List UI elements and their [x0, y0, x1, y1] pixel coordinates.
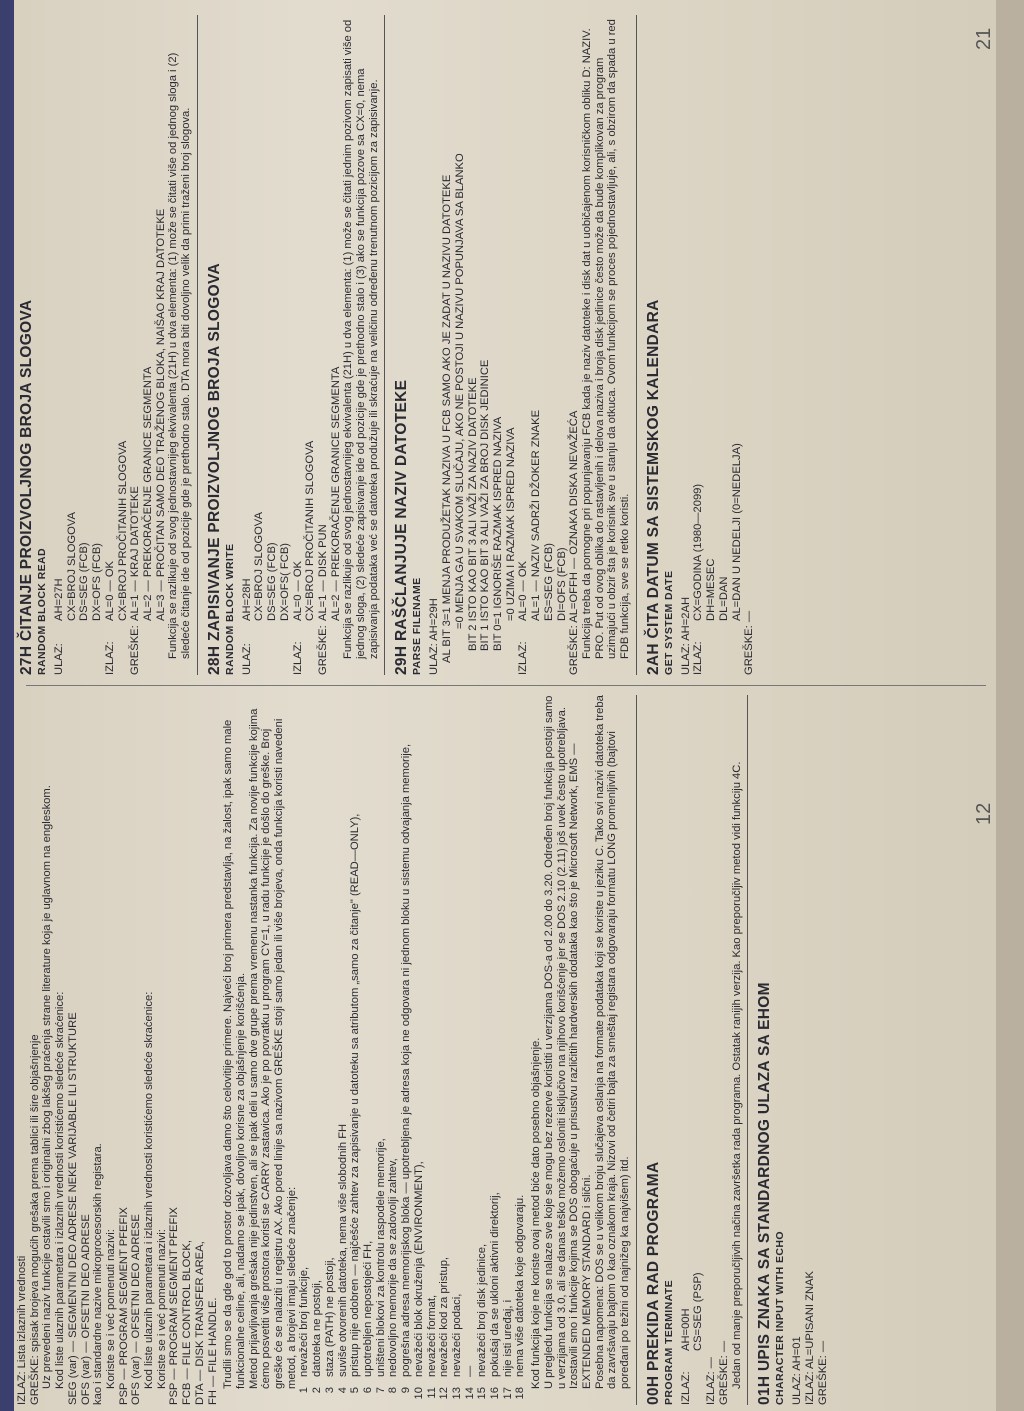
section-28h-output: IZLAZ: AL=0 — OK CX=BROJ PROČITANIH SLOGOVA — [291, 440, 317, 675]
section-01h-subtitle: CHARACTER INPUT WITH ECHO — [774, 1231, 787, 1405]
section-2ah-subtitle: GET SYSTEM DATE — [662, 570, 675, 675]
section-27h-title: 27H ČITANJE PROIZVOLJNOG BROJA SLOGOVA — [18, 299, 35, 675]
error-row: 5 pristup nije odobren — najčešće zahtev za zapisivanje u datoteku sa atributom „samo za čitanje" (READ—ONLY), — [349, 813, 362, 1394]
error-row: 10 nevažeći blok okruženja (ENVIRONMENT), — [412, 1161, 425, 1400]
greske-line: GREŠKE: spisak brojeva mogućih grešaka prema tablici ili šire objašnjenje — [28, 1034, 41, 1405]
abbrev-item: DTA — DISK TRANSFER AREA, — [193, 1241, 206, 1405]
error-code-list — [298, 695, 527, 1405]
al-bit-line: BIT 1 ISTO KAO BIT 3 ALI VAŽI ZA BROJ DISK JEDINICE — [479, 359, 492, 651]
error-method-paragraph: Metod prijavljivanja grešaka nije jedinstven, ali se ipak deli u samo dve grupe prema vremenu nastanka funkcija. Za novije funkcije kojima ćemo posvetiti više prostora koristi se CARRY zastavica. Ako je po povratku u program CY=1, u radu funkcije je došlo do greške. Broj greške će se nalaziti u registru AX. Ako pored linije sa nazivom GREŠKE stoji samo jedan ili više brojeva, onda funkcija koristi navedeni metod, a brojevi imaju sledeće značenje: — [247, 708, 298, 1389]
section-00h-title: 00H PREKIDA RAD PROGRAMA — [644, 1161, 662, 1405]
section-29h-subtitle: PARSE FILENAME — [411, 577, 424, 675]
section-27h-input: ULAZ: AH=27H CX=BROJ SLOGOVA DS=SEG (FCB) DX=OFS (FCB) — [53, 512, 104, 675]
page-number-right: 21 — [973, 27, 995, 50]
section-01h-output: IZLAZ: AL=UPISANI ZNAK — [803, 1271, 816, 1405]
section-29h-errors: GREŠKE: AL=OFFH — OZNAKA DISKA NEVAŽEĆA — [568, 410, 581, 675]
overview-paragraph: U pregledu funkcija se nalaze sve koje se mogu bez rezerve koristiti u verzijama DOS-a od 2.00 do 3.20. Određen broj funkcija postoji samo u verzijama od 3.0, ali se danas teško možemo osloniti isključivo na njihovo korišćenje jer se DOS 2.10 (2.11) još uvek često upotrebljava. Izostavili smo i funkcije kojima se DOS obogaćuje u prisustvu različitih hardverskih dodataka kao što je Microsoft Network, EMS — EXTENDED MEMORY STANDARD i slični. — [542, 695, 593, 1389]
section-28h-description: Funkcija se razlikuje od svog jednostavnijeg ekvivalenta (21H) u dva elementa: (1) može se čitati jednim pozivom zapisati više od jednog sloga, (2) sledeće zapisivanje ide od pozicije gde je prethodno stalo i (3) ako se funkcija pozove sa CX=0, nema zapisivanja podataka već se datoteka produžuje ili skraćuje na veličinu određenu trenutnom pozicijom za zapisivanje. — [342, 19, 380, 659]
abbrev-tail: kao i standardne nazive mikroprocesorskih registara. — [92, 1143, 105, 1405]
error-row: 8 nedovoljno memorije da se zadovolji zahtev, — [387, 1158, 400, 1394]
error-row: 13 nevažeći podaci, — [450, 1293, 463, 1400]
abbrev-intro-1: Kod liste ulaznih parametara i izlaznih vrednosti koristićemo sledeće skraćenice: — [54, 991, 67, 1389]
al-bit-line: AL BIT 3=1 MENJA PRODUŽETAK NAZIVA U FCB SAMO AKO JE ZADAT U NAZIVU DATOTEKE — [441, 174, 454, 663]
abbrev-note-1: Koriste se i već pomenuti nazivi: — [104, 1229, 117, 1389]
section-2ah-errors: GREŠKE: — — [743, 610, 756, 675]
rotated-spread — [16, 5, 1006, 1405]
abbrev-item: FH — FILE HANDLE. — [206, 1297, 219, 1405]
section-00h-input: IZLAZ: AH=00H CS=SEG (PSP) — [679, 1272, 705, 1405]
error-row: 7 uništeni blokovi za kontrolu raspodele memorije, — [374, 1138, 387, 1394]
section-00h-subtitle: PROGRAM TERMINATE — [662, 1279, 675, 1405]
abbrev-list-3 — [168, 695, 219, 1405]
al-bit-line: =0 UZIMA I RAZMAK ISPRED NAZIVA — [504, 427, 517, 621]
section-28h-title: 28H ZAPISIVANJE PROIZVOLJNOG BROJA SLOGOVA — [205, 263, 223, 675]
section-01h-errors: GREŠKE: — — [816, 1340, 829, 1405]
al-bit-line: =0 MENJA GA U SVAKOM SLUČAJU, AKO NE POSTOJI U NAZIVU POPUNJAVA SA BLANKO — [453, 153, 466, 629]
error-row: 1 nevažeći broj funkcije, — [298, 1266, 311, 1394]
error-row: 16 pokušaj da se ukloni aktivni direktorij, — [489, 1192, 502, 1400]
section-00h-errors: GREŠKE: — — [717, 1340, 730, 1405]
special-note-paragraph: Posebna napomena: DOS se u velikom broju slučajeva oslanja na formate podataka koji se koriste u jeziku C. Tako svi nazivi datoteka treba da završavaju bajtom 0 kao oznakom kraja. Nizovi od četiri bajta za smeštaj registara odgovaraju formatu LONG promenljivih (bajtovi poređani po težini od najnižeg ka najvišem) itd. — [593, 695, 632, 1389]
error-row: 12 nevažeći kod za pristup, — [438, 1256, 451, 1400]
section-27h-subtitle: RANDOM BLOCK READ — [36, 548, 48, 675]
section-27h-errors: GREŠKE: AL=1 — KRAJ DATOTEKE AL=2 — PREKORAČENJE GRANICE SEGMENTA AL=3 — PROČITAN SAMO DEO TRAŽENOG BLOKA, NAIŠAO KRAJ DATOTEKE — [129, 208, 167, 675]
abbrev-item: OFS (var) — OFSETNI DEO ADRESE — [130, 1214, 143, 1405]
section-01h-input: ULAZ: AH=01 — [791, 1336, 804, 1405]
section-27h-description: Funkcija se razlikuje od svog jednostavnijeg ekvivalenta (21H) u dva elementa: (1) može se čitati više od jednog sloga i (2) sledeće čitanje ide od pozicije gde je prethodno stalo. DTA mora biti dovoljno velik da primi traženi broj slogova. — [167, 52, 193, 659]
section-01h-title: 01H UPIS ZNAKA SA STANDARDNOG ULAZA SA EHOM — [756, 982, 774, 1405]
error-row: 3 staza (PATH) ne postoji, — [323, 1257, 336, 1394]
other-functions-note: Kod funkcija koje ne koriste ovaj metod biće dato posebno objašnjenje. — [530, 1037, 543, 1389]
abbrev-item: PSP — PROGRAM SEGMENT PFEFIX — [168, 1207, 181, 1405]
error-row: 9 pogrešna adresa memorijskog bloka — upotrebljena je adresa koja ne odgovara ni jednom bloku u sistemu odvajanja memorije, — [400, 743, 413, 1394]
error-row: 15 nevažeći broj disk jedinice, — [476, 1243, 489, 1400]
section-29h-input: ULAZ: AH=29H — [428, 598, 441, 675]
section-29h-description: Funkcija treba da pomogne pri popunjavanju FCB kada je naziv datoteke i disk dat u uobičajenom korisničkom obliku D: NAZIV. PRO. Put od ovog oblika do rastavljenih i delova naziva i broja disk jedinice često može da bude komplikovan za program uzimajući u obzir šta je korisnik sve u stanju da otkuca. Ovom funkcijom se proces pojednostavljuje, ali, s obzirom da spada u red FDB funkcija, sve se retko koristi. — [580, 19, 632, 659]
intro-paragraph: Uz prevedeni naziv funkcije ostavili smo i originalni zbog lakšeg praćenja strane literature koja je uglavnom na engleskom. — [41, 785, 54, 1389]
section-divider — [197, 15, 198, 675]
abbrev-item: OFS (var) — OFSETNI DEO ADRESE — [79, 1214, 92, 1405]
left-page — [16, 695, 1006, 1405]
section-divider — [636, 695, 637, 1405]
section-divider — [384, 15, 385, 675]
abbrev-intro-2: Kod liste ulaznih parametara i izlaznih vrednosti koristićemo sledeće skraćenice: — [143, 991, 156, 1389]
abbrev-item: SEG (var) — SEGMENTNI DEO ADRESE NEKE VARIJABLE ILI STRUKTURE — [66, 1012, 79, 1405]
section-2ah-input: ULAZ: AH=2AH — [679, 596, 692, 675]
izlaz-line: IZLAZ: Lista izlaznih vrednosti — [16, 1255, 28, 1405]
page-number-left: 12 — [973, 802, 995, 825]
section-28h-input: ULAZ: AH=28H CX=BROJ SLOGOVA DS=SEG (FCB) DX=OFS( FCB) — [240, 512, 291, 675]
abbrev-item: FCB — FILE CONTROL BLOCK, — [181, 1240, 194, 1405]
abbrev-item: PSP — PROGRAM SEGMENT PFEFIX — [117, 1207, 130, 1405]
section-28h-subtitle: RANDOM BLOCK WRITE — [223, 543, 236, 675]
section-2ah-output: IZLAZ: CX=GODINA (1980—2099) DH=MESEC DL=DAN AL=DAN U NEDELJI (0=NEDELJA) — [692, 443, 743, 675]
section-27h-output: IZLAZ: AL=0 — OK CX=BROJ PROČITANIH SLOGOVA — [103, 440, 129, 675]
section-divider — [636, 15, 637, 675]
section-28h-errors: GREŠKE: AL=1 — DISK PUN AL=2 — PREKORAČENJE GRANICE SEGMENTA — [316, 366, 342, 675]
abbrev-list-2 — [118, 695, 143, 1405]
error-row: 17 nije isti uređaj, i — [501, 1299, 514, 1400]
al-bit-line: BIT 2 ISTO KAO BIT 3 ALI VAŽI ZA NAZIV DATOTEKE — [466, 377, 479, 651]
examples-paragraph: Trudili smo se da gde god to prostor dozvoljava damo što celovitije primere. Najveći broj primera predstavlja, na žalost, ipak samo male funkcionalne celine, ali, nadamo se ipak, dovoljno korisne za objašnjenje korišćenja. — [222, 719, 247, 1389]
section-divider — [747, 695, 748, 1405]
abbrev-note-2: Koriste se i već pomenuti nazivi: — [155, 1229, 168, 1389]
al-bit-line: BIT 0=1 IGNORIŠE RAZMAK ISPRED NAZIVA — [491, 416, 504, 651]
section-00h-output: IZLAZ: — — [705, 1357, 718, 1405]
right-page — [16, 15, 1006, 675]
error-row: 11 nevažeći format, — [425, 1294, 438, 1399]
section-29h-output: IZLAZ: AL=0 — OK AL=1 — NAZIV SADRŽI DŽOKER ZNAKE ES=SEG (FCB) DI=OFS (FCB) — [517, 409, 568, 675]
error-row: 14 — — [463, 1365, 476, 1400]
section-2ah-title: 2AH ČITA DATUM SA SISTEMSKOG KALENDARA — [644, 299, 662, 675]
binding-edge — [0, 0, 14, 1411]
section-00h-description: Jedan od manje preporučljivih načina završetka rada programa. Ostatak ranijih verzija. Kao preporučljiv metod vidi funkciju 4C. — [730, 761, 743, 1389]
error-row: 6 upotrebljen nepostojeći FH, — [361, 1240, 374, 1394]
section-29h-al-bits — [441, 15, 517, 675]
error-row: 4 suviše otvorenih datoteka, nema više slobodnih FH — [336, 1123, 349, 1394]
section-29h-title: 29H RAŠČLANJUJE NAZIV DATOTEKE — [393, 379, 411, 675]
column-divider — [26, 685, 986, 686]
abbrev-list-1 — [67, 695, 92, 1405]
error-row: 18 nema više datoteka koje odgovaraju. — [514, 1194, 527, 1400]
error-row: 2 datoteka ne postoji, — [311, 1279, 324, 1394]
